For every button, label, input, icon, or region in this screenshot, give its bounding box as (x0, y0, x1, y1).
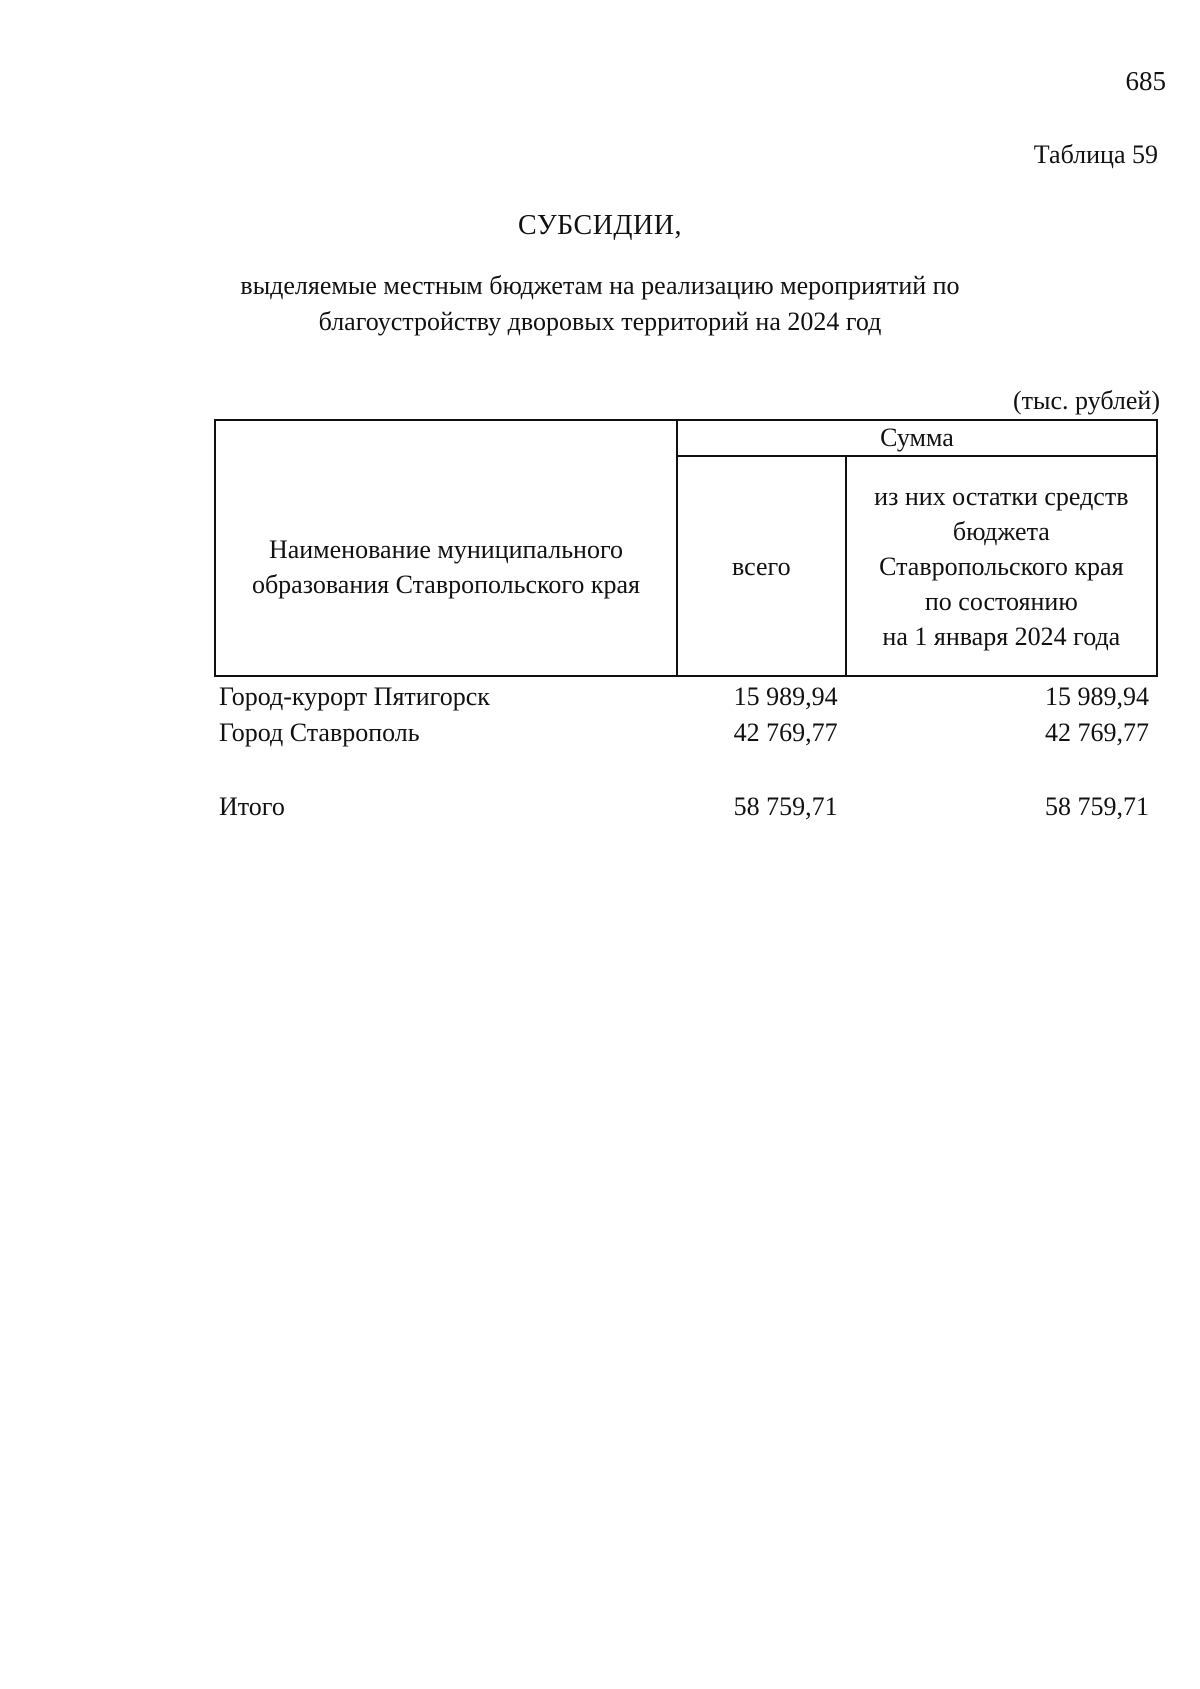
document-subtitle (200, 268, 1000, 340)
municipality-name: Город Ставрополь (219, 718, 420, 747)
subsidies-table (214, 419, 1158, 825)
remainder-value: 15 989,94 (1045, 682, 1149, 711)
table-row (215, 715, 1157, 751)
units-note: (тыс. рублей) (1012, 386, 1160, 415)
header-line: Ставропольского края (879, 551, 1124, 581)
total-value: 42 769,77 (733, 718, 838, 747)
header-line: на 1 января 2024 года (882, 621, 1121, 651)
header-line: Наименование муниципального (268, 535, 623, 564)
summary-remainder: 58 759,71 (1045, 792, 1149, 821)
column-header-remainder (846, 456, 1157, 676)
header-line: по состоянию (924, 586, 1078, 616)
total-value: 15 989,94 (733, 682, 838, 711)
header-line: из них остатки средств (874, 481, 1129, 511)
subtitle-line: благоустройству дворовых территорий на 2024 год (318, 307, 882, 336)
header-line: бюджета (952, 516, 1050, 546)
subtitle-line: выделяемые местным бюджетам на реализацию мероприятий по (240, 271, 960, 300)
page-number: 685 (1125, 66, 1166, 96)
column-header-sum: Сумма (677, 420, 1157, 456)
spacer-row (215, 751, 1157, 789)
column-header-municipality (215, 420, 677, 676)
summary-total: 58 759,71 (733, 792, 838, 821)
table-row (215, 676, 1157, 715)
municipality-name: Город-курорт Пятигорск (219, 682, 490, 711)
column-header-total: всего (677, 456, 846, 676)
table-label: Таблица 59 (1033, 140, 1158, 169)
summary-label: Итого (219, 792, 285, 821)
remainder-value: 42 769,77 (1045, 718, 1149, 747)
header-line: образования Ставропольского края (251, 570, 640, 599)
document-title: СУБСИДИИ, (518, 210, 682, 241)
summary-row (215, 789, 1157, 825)
